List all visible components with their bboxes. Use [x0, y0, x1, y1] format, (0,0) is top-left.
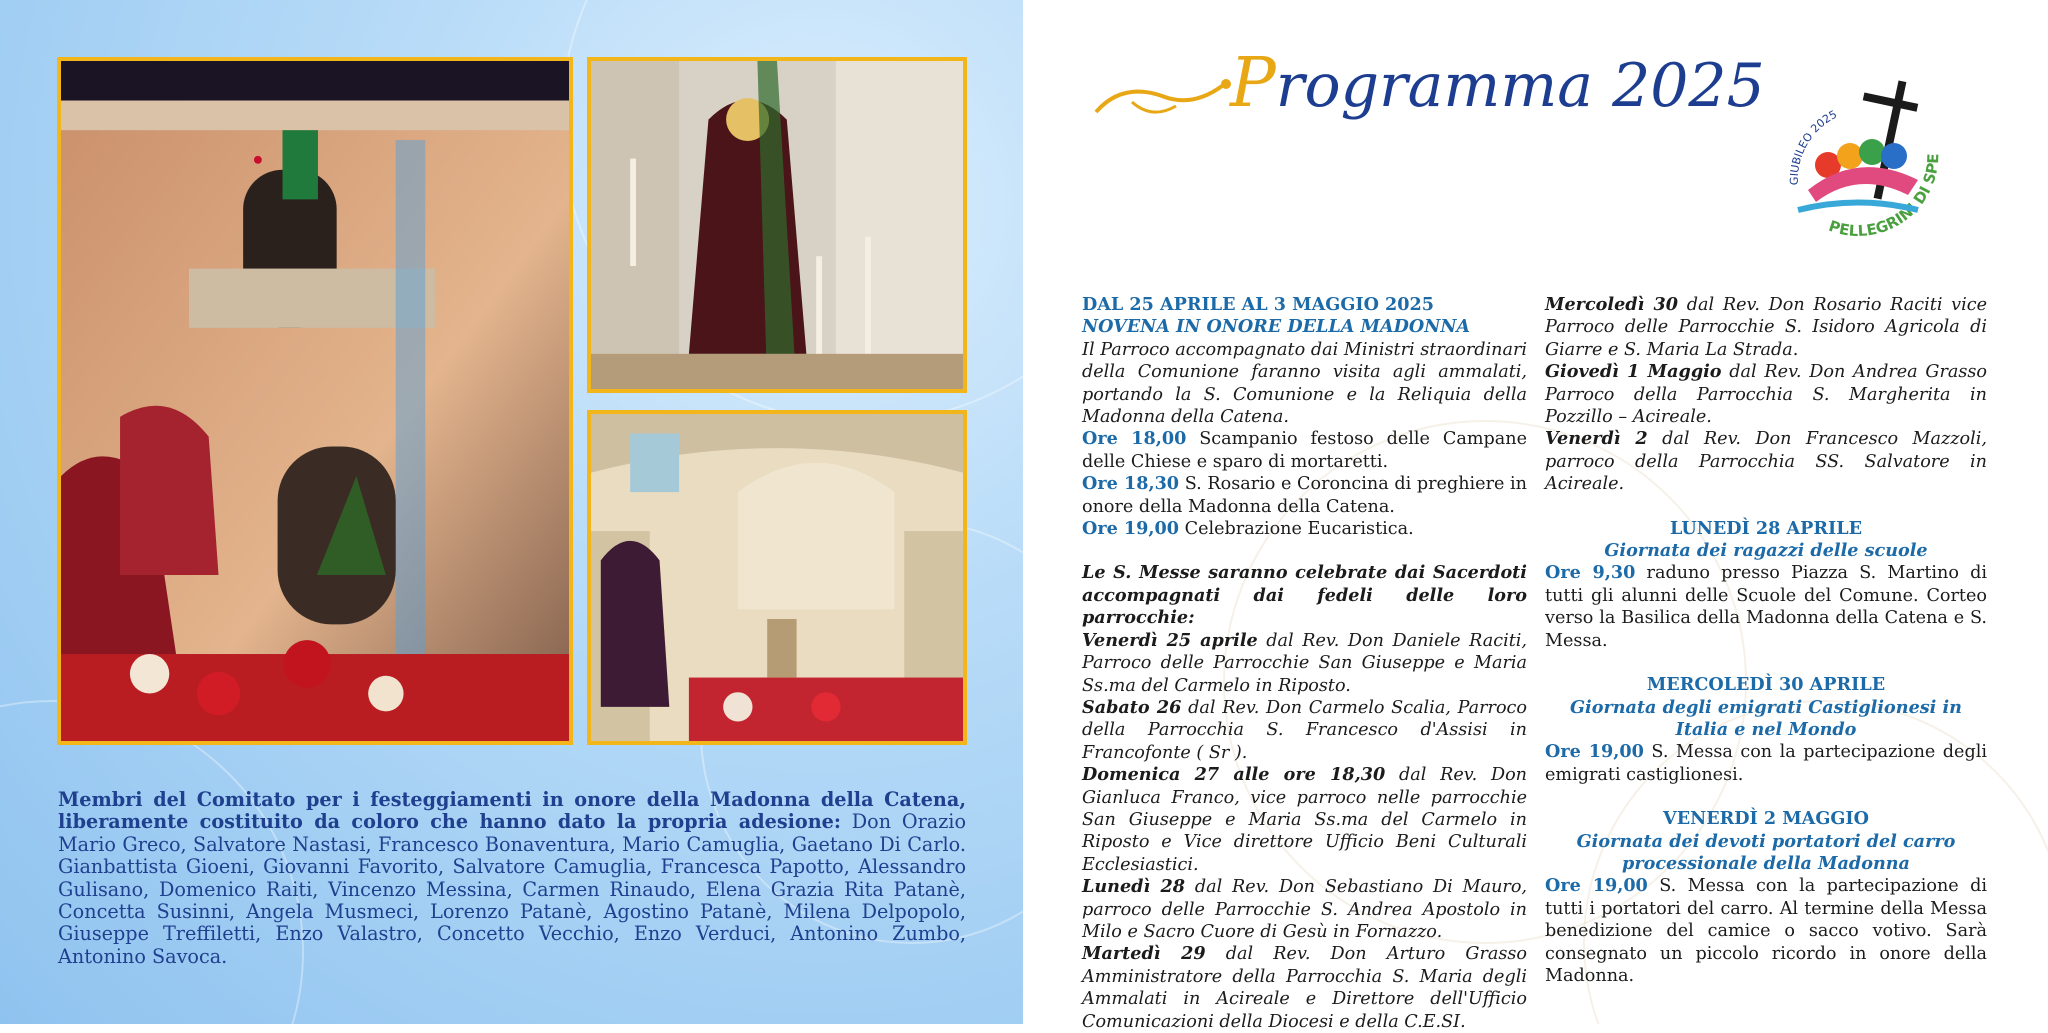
event-date: MERCOLEDÌ 30 APRILE: [1646, 674, 1886, 696]
novena-intro: Il Parroco accompagnato dai Ministri straordinari della Comunione faranno visita agli ammalati, portando la S. Comunione e la Reliquia della Madonna della Catena.: [1082, 339, 1527, 428]
schedule-item: Ore 19,00 Celebrazione Eucaristica.: [1082, 518, 1414, 540]
committee-block: [58, 789, 966, 968]
mass-day-item: Lunedì 28 dal Rev. Don Sebastiano Di Mauro, parroco delle Parrocchie S. Andrea Apostolo in Milo e Sacro Cuore di Gesù in Fornazzo.: [1082, 876, 1528, 942]
programma-title: Programma 2025: [1230, 44, 1765, 123]
event-title: Giornata dei devoti portatori del carro processionale della Madonna: [1576, 830, 1956, 874]
mass-day-item: Mercoledì 30 dal Rev. Don Rosario Raciti vice Parroco delle Parrocchie S. Isidoro Agricola di Giarre e S. Maria La Strada.: [1545, 294, 1988, 360]
event-title: Giornata degli emigrati Castiglionesi in Italia e nel Mondo: [1570, 696, 1962, 740]
mass-day-item: Martedì 29 dal Rev. Don Arturo Grasso Amministratore della Parrocchia S. Maria degli Ammalati in Acireale e Direttore dell'Ufficio Comunicazioni della Diocesi e della C.E.SI.: [1082, 943, 1528, 1032]
schedule-item: Ore 18,00 Scampanio festoso delle Campane delle Chiese e sparo di mortaretti.: [1082, 428, 1527, 472]
mass-day-item: Venerdì 2 dal Rev. Don Francesco Mazzoli, parroco della Parrocchia SS. Salvatore in Acireale.: [1545, 428, 1987, 495]
event-item: Ore 9,30 raduno presso Piazza S. Martino di tutti gli alunni delle Scuole del Comune. Corteo verso la Basilica della Madonna della Catena e S. Messa.: [1545, 562, 1988, 651]
committee-heading: Membri del Comitato per i festeggiamenti in onore della Madonna della Catena, liberamente costituito da coloro che hanno dato la propria adesione:: [58, 788, 966, 834]
left-panel: [0, 0, 1023, 1024]
photo-palazzo-facade: [57, 57, 573, 745]
event-title: Giornata dei ragazzi delle scuole: [1604, 540, 1928, 562]
photo-church-interior: [587, 410, 967, 745]
event-item: Ore 19,00 S. Messa con la partecipazione di tutti i portatori del carro. Al termine della Messa benedizione del camice o sacco votivo. Sarà consegnato un piccolo ricordo in onore della Madonna.: [1545, 875, 1987, 986]
program-column-left: [1082, 294, 1527, 1033]
novena-dates: DAL 25 APRILE AL 3 MAGGIO 2025: [1082, 294, 1434, 315]
svg-text:GIUBILEO 2025: GIUBILEO 2025: [1787, 107, 1840, 186]
mass-day-item: Domenica 27 alle ore 18,30 dal Rev. Don Gianluca Franco, vice parroco nelle parrocchie San Giuseppe e Maria Ss.ma del Carmelo in Riposto e Vice direttore Ufficio Beni Culturali Ecclesiastici.: [1082, 764, 1528, 875]
committee-members: Don Orazio Mario Greco, Salvatore Nastasi, Francesco Bonaventura, Mario Camuglia, Gaetano Di Carlo. Gianbattista Gioeni, Giovanni Favorito, Salvatore Camuglia, Francesca Papotto, Alessandro Gulisano, Domenico Raiti, Vincenzo Messina, Carmen Rinaudo, Elena Grazia Rita Patanè, Concetta Susinni, Angela Musmeci, Lorenzo Patanè, Agostino Patanè, Milena Delpopolo, Giuseppe Treffiletti, Enzo Valastro, Concetto Vecchio, Enzo Verduci, Antonino Zumbo, Antonino Savoca.: [58, 810, 966, 968]
programma-header: [1092, 44, 1765, 134]
flourish-ornament: [1092, 62, 1232, 132]
svg-text:PELLEGRINI DI SPERANZA: PELLEGRINI DI SPE: [1826, 153, 1943, 241]
event-date: VENERDÌ 2 MAGGIO: [1663, 808, 1869, 830]
event-item: Ore 19,00 S. Messa con la partecipazione degli emigrati castiglionesi.: [1545, 741, 1987, 785]
program-column-right: [1545, 294, 1987, 987]
jubilee-logo: [1768, 70, 1958, 255]
mass-day-item: Sabato 26 dal Rev. Don Carmelo Scalia, Parroco della Parrocchia S. Francesco d'Assisi in Francofonte ( Sr ).: [1082, 696, 1528, 763]
novena-title: NOVENA IN ONORE DELLA MADONNA: [1082, 316, 1471, 338]
event-date: LUNEDÌ 28 APRILE: [1670, 517, 1862, 539]
mass-day-item: Giovedì 1 Maggio dal Rev. Don Andrea Grasso Parroco della Parrocchia S. Margherita in Pozzillo – Acireale.: [1545, 361, 1987, 428]
mass-day-item: Venerdì 25 aprile dal Rev. Don Daniele Raciti, Parroco delle Parrocchie San Giuseppe e Maria Ss.ma del Carmelo in Riposto.: [1082, 629, 1527, 696]
messe-intro: Le S. Messe saranno celebrate dai Sacerdoti accompagnati dai fedeli delle loro parrocchie:: [1082, 562, 1527, 629]
schedule-item: Ore 18,30 S. Rosario e Coroncina di preghiere in onore della Madonna della Catena.: [1082, 473, 1527, 517]
photo-statue-candles: [587, 57, 967, 393]
